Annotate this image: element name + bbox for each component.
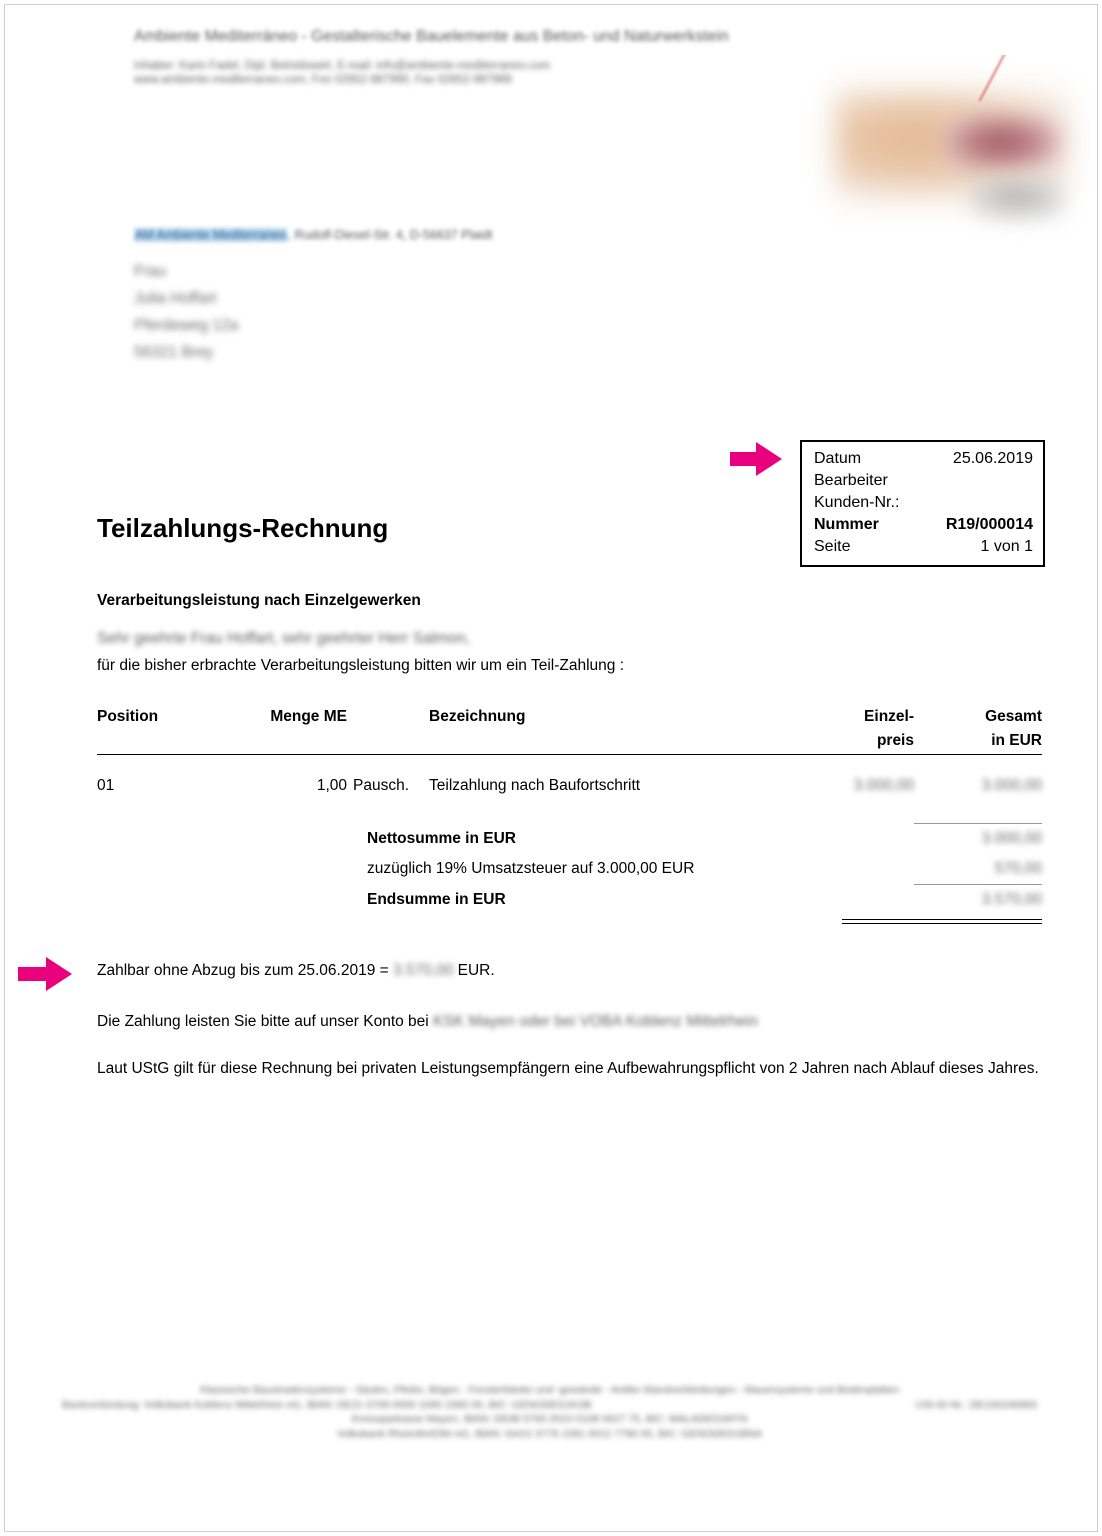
- summary-block: [97, 823, 1042, 924]
- info-label-datum: Datum: [814, 450, 862, 467]
- info-label-seite: Seite: [814, 538, 851, 555]
- summary-value-netto: 3.000,00: [981, 830, 1042, 847]
- summary-label-end: Endsumme in EUR: [367, 891, 506, 908]
- footer-ustid: USt-ID-Nr.: DE160246993: [915, 1398, 1037, 1411]
- header-gesamt-line1: Gesamt: [985, 708, 1042, 725]
- ustg-notice: Laut UStG gilt für diese Rechnung bei privaten Leistungsempfängern eine Aufbewahrungspflicht von 2 Jahren nach Ablauf dieses Jahres.: [97, 1060, 1039, 1077]
- annotation-arrow-infobox: [730, 440, 800, 480]
- summary-value-end: 3.570,00: [981, 891, 1042, 908]
- intro-line: für die bisher erbrachte Verarbeitungsleistung bitten wir um ein Teil-Zahlung :: [97, 657, 624, 674]
- arrow-shaft: [18, 967, 48, 981]
- recipient-line-3: Pferdeweg 12a: [134, 317, 239, 334]
- page-footer: [62, 1383, 1037, 1441]
- header-me-spacer: [353, 706, 429, 728]
- document-subject: Verarbeitungsleistung nach Einzelgewerken: [97, 592, 421, 609]
- arrow-shaft: [730, 452, 758, 466]
- invoice-info-box: [800, 440, 1045, 567]
- summary-rule-double: [842, 919, 1042, 924]
- cell-me: Pausch.: [353, 777, 410, 794]
- arrow-head: [46, 957, 72, 991]
- recipient-line-1: Frau: [134, 263, 166, 280]
- info-label-kundennr: Kunden-Nr.:: [814, 494, 900, 511]
- table-header: [97, 706, 1042, 755]
- letterhead-company-line: Ambiente Mediterráneo - Gestalterische Bauelemente aus Beton- und Naturwerkstein: [134, 28, 729, 45]
- info-value-datum: 25.06.2019: [952, 450, 1033, 467]
- header-spacer-d: [429, 730, 779, 752]
- cell-position: 01: [97, 777, 115, 794]
- footer-line-1: Klassische Baustradensysteme - Säulen, Pfeiler, Bögen - Fensterbänke und -gewände - Antike Wandverkleidungen - Mauersysteme und Bodenplatten: [200, 1384, 899, 1396]
- table-header-row-1: [97, 706, 1042, 730]
- sender-address-rest: , Rudolf-Diesel-Str. 4, D-56637 Plaidt: [287, 228, 493, 242]
- bank-names: KSK Mayen oder bei VOBA Koblenz Mittelrhein: [433, 1013, 758, 1030]
- header-menge: Menge ME: [270, 708, 347, 725]
- recipient-line-4: 56321 Brey: [134, 344, 214, 361]
- summary-label-netto: Nettosumme in EUR: [367, 830, 516, 847]
- arrow-head: [756, 442, 782, 476]
- info-row-kundennr: [814, 492, 1033, 514]
- summary-value-ust: 570,00: [994, 860, 1042, 877]
- info-row-datum: [814, 448, 1033, 470]
- salutation-line: Sehr geehrte Frau Hoffart, sehr geehrter Herr Salmon,: [97, 630, 470, 647]
- header-bezeichnung: Bezeichnung: [429, 708, 526, 725]
- logo-blob-accent: [945, 115, 1060, 170]
- letterhead-contact-line: Inhaber: Karin Fadel, Dipl. Betriebswirt, E-mail: info@ambiente-mediterraneo.com: [134, 60, 551, 72]
- info-row-nummer: [814, 514, 1033, 536]
- summary-row-end: [97, 885, 1042, 915]
- payment-due-amount: 3.570,00: [393, 962, 454, 979]
- footer-line-3: Kreissparkasse Mayen, IBAN: DE98 5765 0010 0108 0627 75, BIC: MALADE51MYN: [351, 1413, 748, 1425]
- annotation-arrow-payment: [18, 955, 90, 995]
- letterhead-web-line: www.ambiente-mediterraneo.com, Fon 02652-987990, Fax 02652-987989: [134, 74, 512, 86]
- line-items-table: [97, 706, 1042, 924]
- header-spacer-c: [353, 730, 429, 752]
- info-label-nummer: Nummer: [814, 516, 879, 533]
- recipient-address: [134, 258, 238, 366]
- info-value-seite: 1 von 1: [980, 538, 1033, 555]
- summary-row-ust: [97, 854, 1042, 884]
- cell-bezeichnung: Teilzahlung nach Baufortschritt: [429, 777, 641, 794]
- info-label-bearbeiter: Bearbeiter: [814, 472, 888, 489]
- info-value-nummer: R19/000014: [945, 516, 1033, 533]
- table-header-row-2: [97, 730, 1042, 755]
- sender-address-line: [134, 228, 492, 242]
- header-einzelpreis-line1: Einzel-: [864, 708, 914, 725]
- payment-due-prefix: Zahlbar ohne Abzug bis zum 25.06.2019 =: [97, 962, 393, 979]
- footer-bank-primary: Bankverbindung: Volksbank Koblenz Mittelrhein eG, IBAN: DE21 5709 0000 1065 2360 00, BIC: GENODE51KOB: [62, 1398, 592, 1411]
- payment-due-suffix: EUR.: [453, 962, 495, 979]
- info-row-bearbeiter: [814, 470, 1033, 492]
- cell-einzelpreis: 3.000,00: [853, 777, 914, 794]
- footer-line-2: [62, 1398, 1037, 1413]
- payment-due-line: [97, 962, 495, 980]
- header-einzelpreis-line2: preis: [876, 732, 914, 749]
- document-title: Teilzahlungs-Rechnung: [97, 513, 389, 543]
- letterhead: [134, 28, 874, 86]
- sender-company-name: AM Ambiente Mediterraneo: [135, 228, 287, 242]
- logo-blob-shadow: [970, 175, 1065, 220]
- header-gesamt-line2: in EUR: [991, 732, 1042, 749]
- company-logo: [795, 55, 1090, 330]
- footer-line-4: Volksbank RheinAhrEifel eG, IBAN: DeO1 5776 1591 0012 7790 00, BIC: GENODED1BNA: [337, 1427, 762, 1440]
- header-spacer-b: [232, 730, 353, 752]
- summary-label-ust: zuzüglich 19% Umsatzsteuer auf 3.000,00 EUR: [367, 860, 695, 877]
- header-spacer-a: [97, 730, 232, 752]
- cell-menge: 1,00: [316, 777, 347, 794]
- recipient-line-2: Julia Hoffart: [134, 290, 217, 307]
- table-row: [97, 775, 1042, 797]
- info-row-seite: [814, 536, 1033, 558]
- cell-gesamt: 3.000,00: [981, 777, 1042, 794]
- bank-instruction-line: [97, 1013, 758, 1031]
- summary-row-netto: [97, 824, 1042, 854]
- header-position: Position: [97, 708, 159, 725]
- bank-instruction-prefix: Die Zahlung leisten Sie bitte auf unser Konto bei: [97, 1013, 434, 1030]
